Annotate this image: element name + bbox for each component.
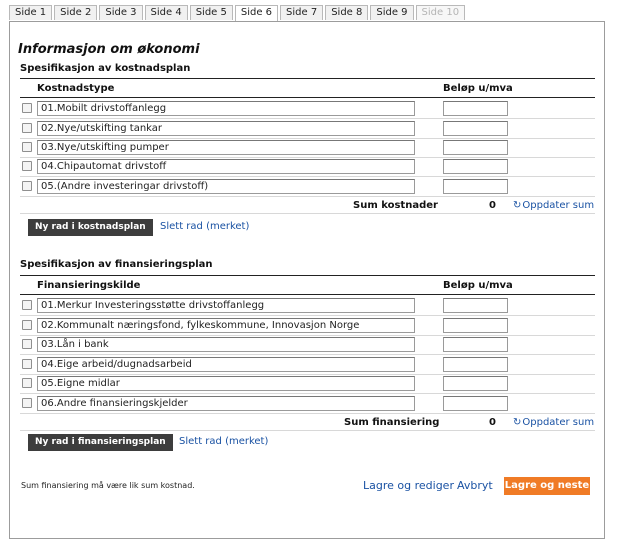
financing-row [20, 335, 595, 354]
update-sum-label: Oppdater sum [522, 417, 595, 428]
save-next-button[interactable]: Lagre og neste [504, 477, 590, 495]
cost-sum-label: Sum kostnader [353, 200, 438, 211]
cost-row [20, 119, 595, 138]
financing-source-field[interactable]: 06.Andre finansieringskjelder [37, 396, 415, 411]
financing-source-field[interactable]: 04.Eige arbeid/dugnadsarbeid [37, 357, 415, 372]
tab-side-1[interactable]: Side 1 [9, 5, 52, 20]
row-checkbox[interactable] [22, 378, 32, 388]
financing-col-amount-header: Beløp u/mva [443, 280, 513, 291]
financing-source-field[interactable]: 03.Lån i bank [37, 337, 415, 352]
refresh-icon: ↻ [513, 200, 522, 211]
cost-row [20, 99, 595, 118]
row-divider [20, 196, 595, 197]
add-financing-row-button[interactable]: Ny rad i finansieringsplan [28, 434, 173, 451]
financing-row [20, 355, 595, 374]
financing-amount-field[interactable] [443, 357, 508, 372]
cost-amount-field[interactable] [443, 159, 508, 174]
sum-divider [20, 430, 595, 431]
tab-side-6[interactable]: Side 6 [235, 5, 278, 22]
financing-update-sum-link[interactable] [513, 417, 594, 428]
cost-type-field[interactable]: 04.Chipautomat drivstoff [37, 159, 415, 174]
financing-header-divider [20, 294, 595, 295]
cost-section-title: Spesifikasjon av kostnadsplan [20, 63, 191, 74]
save-edit-link[interactable]: Lagre og rediger [363, 479, 454, 492]
financing-row [20, 296, 595, 315]
tab-bar [9, 5, 467, 21]
financing-amount-field[interactable] [443, 337, 508, 352]
row-checkbox[interactable] [22, 161, 32, 171]
financing-source-field[interactable]: 02.Kommunalt næringsfond, fylkeskommune, Innovasjon Norge [37, 318, 415, 333]
tab-side-3[interactable]: Side 3 [99, 5, 142, 20]
cost-amount-field[interactable] [443, 179, 508, 194]
cost-col-amount-header: Beløp u/mva [443, 83, 513, 94]
cost-row [20, 177, 595, 196]
row-checkbox[interactable] [22, 103, 32, 113]
financing-top-divider [20, 275, 595, 276]
add-cost-row-button[interactable]: Ny rad i kostnadsplan [28, 219, 153, 236]
cost-update-sum-link[interactable] [513, 200, 594, 211]
financing-source-field[interactable]: 01.Merkur Investeringsstøtte drivstoffanlegg [37, 298, 415, 313]
row-checkbox[interactable] [22, 339, 32, 349]
tab-side-5[interactable]: Side 5 [190, 5, 233, 20]
cost-type-field[interactable]: 05.(Andre investeringar drivstoff) [37, 179, 415, 194]
financing-sum-label: Sum finansiering [344, 417, 440, 428]
financing-amount-field[interactable] [443, 298, 508, 313]
cost-sum-value: 0 [489, 200, 496, 211]
cost-top-divider [20, 78, 595, 79]
financing-amount-field[interactable] [443, 396, 508, 411]
row-checkbox[interactable] [22, 359, 32, 369]
financing-amount-field[interactable] [443, 318, 508, 333]
cost-row [20, 138, 595, 157]
cost-col-type-header: Kostnadstype [37, 83, 115, 94]
row-checkbox[interactable] [22, 398, 32, 408]
validation-note: Sum finansiering må være lik sum kostnad. [21, 481, 195, 490]
tab-side-4[interactable]: Side 4 [145, 5, 188, 20]
cost-amount-field[interactable] [443, 101, 508, 116]
delete-financing-row-link[interactable]: Slett rad (merket) [179, 436, 269, 447]
cost-amount-field[interactable] [443, 121, 508, 136]
sum-divider [20, 213, 595, 214]
tab-side-7[interactable]: Side 7 [280, 5, 323, 20]
tab-side-10: Side 10 [416, 5, 466, 20]
form-panel [9, 21, 605, 539]
cost-amount-field[interactable] [443, 140, 508, 155]
update-sum-label: Oppdater sum [522, 200, 595, 211]
financing-source-field[interactable]: 05.Eigne midlar [37, 376, 415, 391]
financing-row [20, 316, 595, 335]
financing-row [20, 374, 595, 393]
cost-header-divider [20, 97, 595, 98]
cost-type-field[interactable]: 03.Nye/utskifting pumper [37, 140, 415, 155]
tab-side-9[interactable]: Side 9 [370, 5, 413, 20]
row-checkbox[interactable] [22, 320, 32, 330]
refresh-icon: ↻ [513, 417, 522, 428]
financing-amount-field[interactable] [443, 376, 508, 391]
cost-row [20, 157, 595, 176]
cost-type-field[interactable]: 02.Nye/utskifting tankar [37, 121, 415, 136]
cost-type-field[interactable]: 01.Mobilt drivstoffanlegg [37, 101, 415, 116]
financing-section-title: Spesifikasjon av finansieringsplan [20, 259, 213, 270]
page-title: Informasjon om økonomi [18, 42, 200, 57]
cancel-link[interactable]: Avbryt [457, 479, 493, 492]
financing-row [20, 394, 595, 413]
financing-sum-value: 0 [489, 417, 496, 428]
row-checkbox[interactable] [22, 123, 32, 133]
tab-side-8[interactable]: Side 8 [325, 5, 368, 20]
row-checkbox[interactable] [22, 300, 32, 310]
row-checkbox[interactable] [22, 181, 32, 191]
row-checkbox[interactable] [22, 142, 32, 152]
tab-side-2[interactable]: Side 2 [54, 5, 97, 20]
delete-cost-row-link[interactable]: Slett rad (merket) [160, 221, 250, 232]
row-divider [20, 413, 595, 414]
financing-col-source-header: Finansieringskilde [37, 280, 141, 291]
